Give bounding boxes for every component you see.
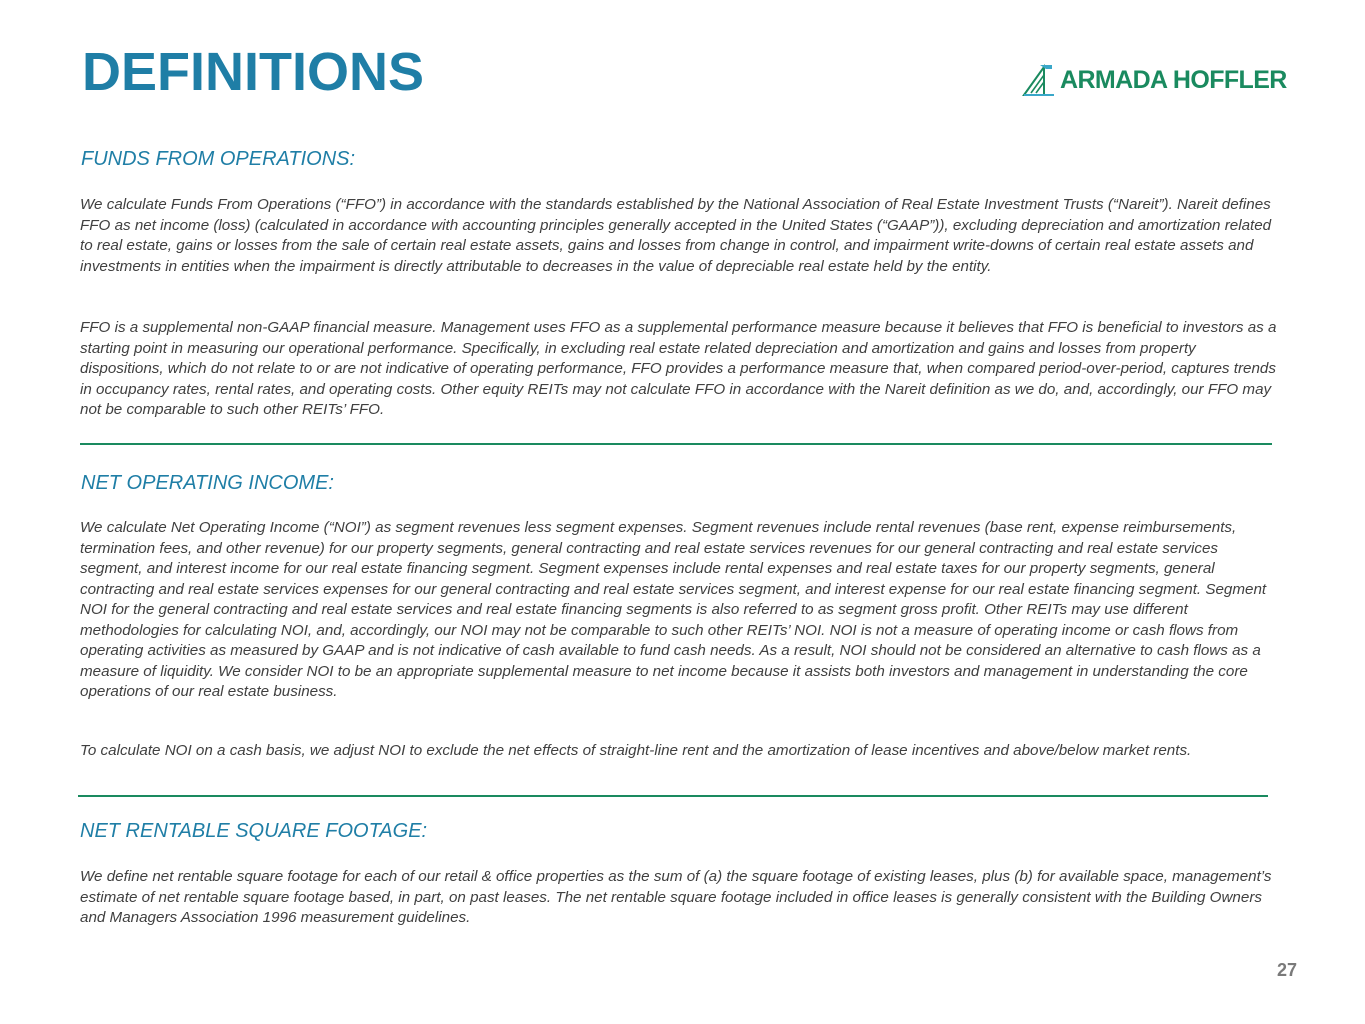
section-divider — [78, 795, 1268, 797]
section-divider — [80, 443, 1272, 445]
company-logo-text: ARMADA HOFFLER — [1060, 65, 1287, 94]
noi-cash-basis-paragraph: To calculate NOI on a cash basis, we adjust NOI to exclude the net effects of straight-line rent and the amortization of lease incentives and above/below market rents. — [80, 742, 1192, 759]
ffo-definition-paragraph: We calculate Funds From Operations (“FFO”) in accordance with the standards established by the National Association of Real Estate Investment Trusts (“Nareit”). Nareit defines FFO as net income (loss) (calculated in accordance with accounting principles generally accepted in the United States (“GAAP”)), excluding depreciation and amortization related to real estate, gains or losses from the sale of certain real estate assets, gains and losses from change in control, and impairment write-downs of certain real estate assets and investments in entities when the impairment is directly attributable to decreases in the value of depreciable real estate held by the entity. — [80, 196, 1272, 275]
noi-heading: NET OPERATING INCOME: — [81, 472, 334, 494]
nrsf-definition-paragraph: We define net rentable square footage for each of our retail & office properties as the sum of (a) the square footage of existing leases, plus (b) for available space, management’s estimate of net rentable square footage based, in part, on past leases. The net rentable square footage included in office leases is generally consistent with the Building Owners and Managers Association 1996 measurement guidelines. — [80, 868, 1272, 926]
company-logo — [1022, 62, 1287, 98]
page-number: 27 — [1276, 960, 1297, 980]
noi-definition-paragraph: We calculate Net Operating Income (“NOI”) as segment revenues less segment expenses. Segment revenues include rental revenues (base rent, expense reimbursements, termination fees, and other revenue) for our property segments, general contracting and real estate services revenues for our general contracting and real estate services segment, and interest income for our real estate financing segment. Segment expenses include rental expenses and real estate taxes for our property segments, general contracting and real estate services expenses for our general contracting and real estate services segment, and interest expense for our real estate financing segment. Segment NOI for the general contracting and real estate services and real estate financing segments is also referred to as segment gross profit. Other REITs may use different methodologies for calculating NOI, and, accordingly, our NOI may not be comparable to such other REITs’ NOI. NOI is not a measure of operating income or cash flows from operating activities as measured by GAAP and is not indicative of cash available to fund cash needs. As a result, NOI should not be considered an alternative to cash flows as a measure of liquidity. We consider NOI to be an appropriate supplemental measure to net income because it assists both investors and management in understanding the core operations of our real estate business. — [80, 519, 1267, 700]
page-title: DEFINITIONS — [82, 42, 425, 102]
ffo-usage-paragraph: FFO is a supplemental non-GAAP financial measure. Management uses FFO as a supplemental performance measure because it believes that FFO is beneficial to investors as a starting point in measuring our operational performance. Specifically, in excluding real estate related depreciation and amortization and gains and losses from property dispositions, which do not relate to or are not indicative of operating performance, FFO provides a performance measure that, when compared period-over-period, captures trends in occupancy rates, rental rates, and operating costs. Other equity REITs may not calculate FFO in accordance with the Nareit definition as we do, and, accordingly, our FFO may not be comparable to such other REITs’ FFO. — [80, 319, 1277, 418]
ffo-heading: FUNDS FROM OPERATIONS: — [81, 148, 356, 170]
nrsf-heading: NET RENTABLE SQUARE FOOTAGE: — [80, 820, 428, 842]
armada-hoffler-mark-icon — [1022, 63, 1058, 97]
